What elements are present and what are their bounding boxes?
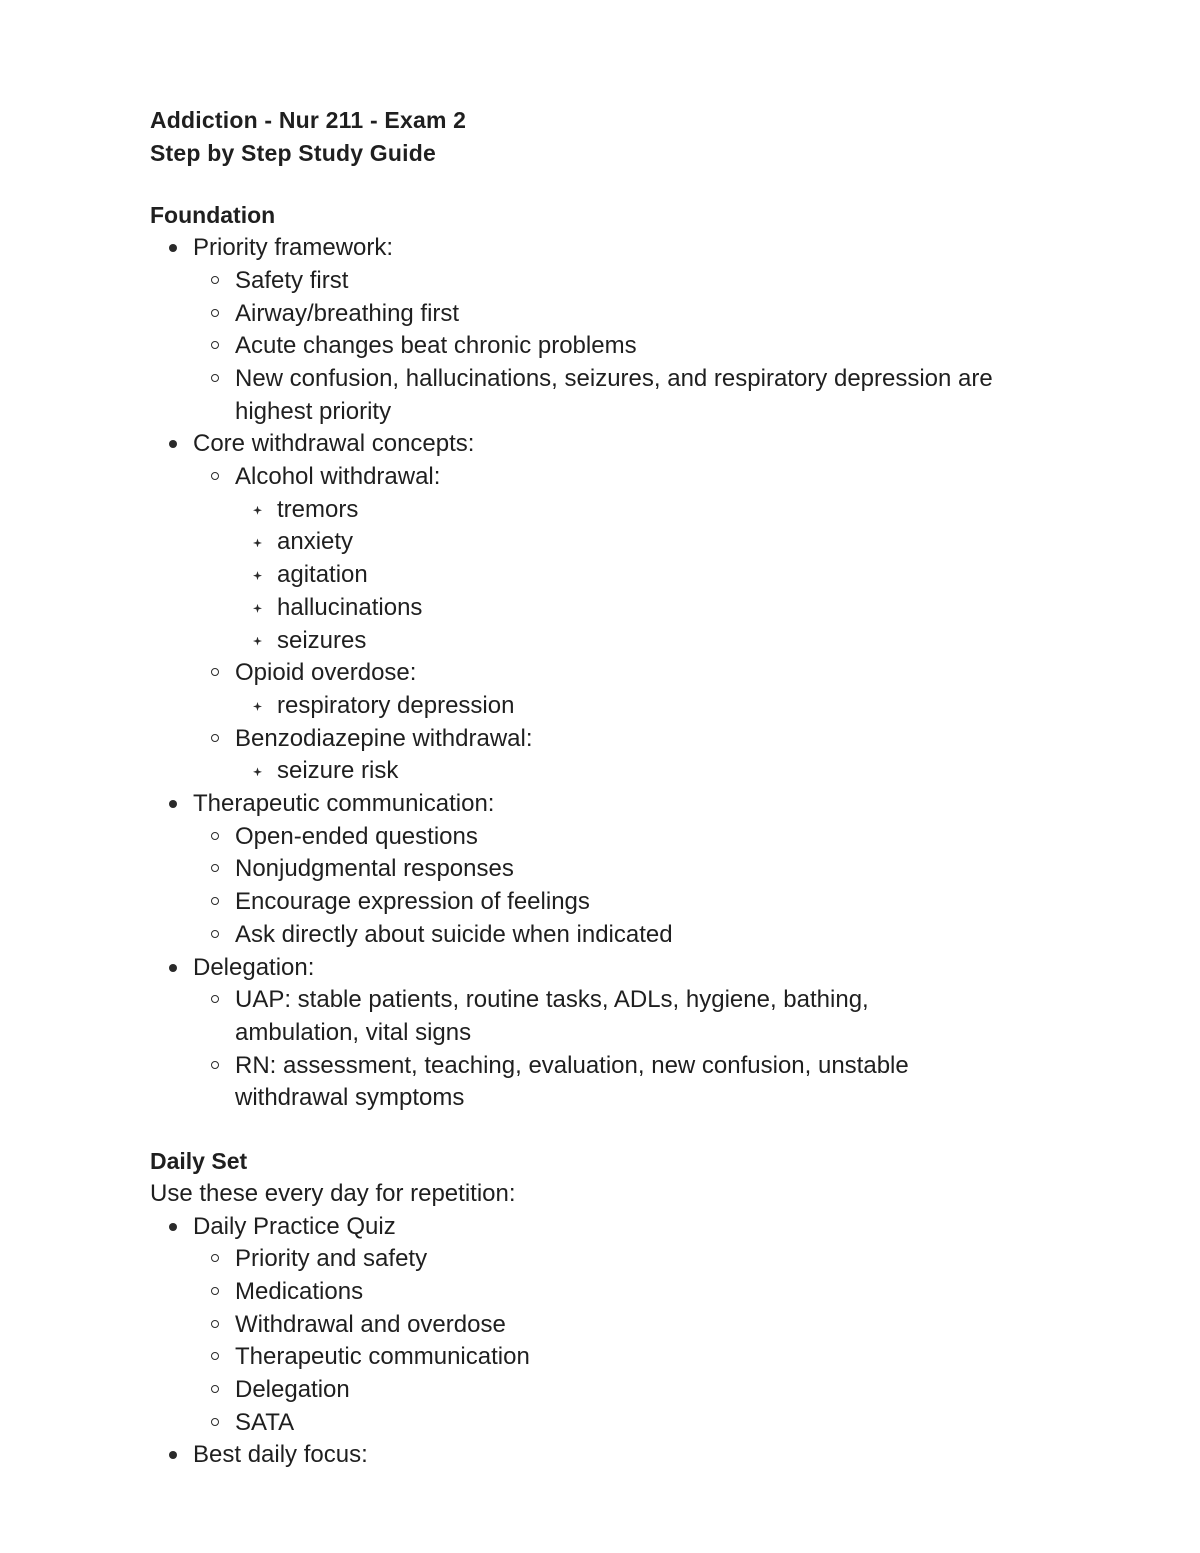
circle-bullet-icon <box>211 734 219 742</box>
list-item-benzodiazepine <box>193 723 1110 788</box>
list-item-label: Opioid overdose: <box>235 659 417 687</box>
list-item-text: tremors <box>277 495 359 523</box>
spacer <box>150 169 1110 199</box>
list-item-label: Core withdrawal concepts: <box>193 430 475 458</box>
list-item-daily-practice-quiz <box>150 1211 1110 1440</box>
circle-bullet-icon <box>211 930 219 938</box>
list-item-opioid <box>193 657 1110 722</box>
opioid-sublist <box>235 690 1110 723</box>
disc-bullet-icon <box>169 244 177 252</box>
list-item <box>193 298 1110 331</box>
list-item-label: Benzodiazepine withdrawal: <box>235 724 533 752</box>
list-item <box>193 1050 1110 1115</box>
list-item <box>193 1276 1110 1309</box>
list-item <box>193 330 1110 363</box>
diamond-bullet-icon <box>253 506 262 515</box>
list-item-text: New confusion, hallucinations, seizures, and respiratory depression are highest priority <box>235 364 993 425</box>
communication-sublist <box>193 821 1110 952</box>
foundation-list <box>150 232 1110 1115</box>
circle-bullet-icon <box>211 276 219 284</box>
list-item-text: Delegation <box>235 1376 350 1404</box>
section-heading-daily-set: Daily Set <box>150 1148 248 1175</box>
list-item <box>235 625 1110 658</box>
list-item-text: Open-ended questions <box>235 822 478 850</box>
list-item <box>235 494 1110 527</box>
list-item-text: Airway/breathing first <box>235 299 460 327</box>
circle-bullet-icon <box>211 1287 219 1295</box>
list-item <box>193 265 1110 298</box>
circle-bullet-icon <box>211 668 219 676</box>
list-item <box>235 755 1110 788</box>
circle-bullet-icon <box>211 1320 219 1328</box>
list-item-label: Priority framework: <box>193 234 394 262</box>
circle-bullet-icon <box>211 864 219 872</box>
list-item-text: Encourage expression of feelings <box>235 888 590 916</box>
list-item <box>193 1374 1110 1407</box>
list-item-text: Priority and safety <box>235 1245 428 1273</box>
spacer <box>150 1115 1110 1145</box>
list-item-priority-framework <box>150 232 1110 428</box>
list-item-label: Delegation: <box>193 953 315 981</box>
diamond-bullet-icon <box>253 637 262 646</box>
list-item-text: Ask directly about suicide when indicated <box>235 920 673 948</box>
alcohol-sublist <box>235 494 1110 658</box>
list-item-therapeutic-communication <box>150 788 1110 952</box>
circle-bullet-icon <box>211 374 219 382</box>
circle-bullet-icon <box>211 1418 219 1426</box>
list-item-label: Therapeutic communication: <box>193 790 495 818</box>
list-item-delegation <box>150 952 1110 1116</box>
diamond-bullet-icon <box>253 604 262 613</box>
disc-bullet-icon <box>169 1223 177 1231</box>
daily-set-intro: Use these every day for repetition: <box>150 1179 516 1207</box>
list-item-best-daily-focus <box>150 1439 1110 1472</box>
list-item <box>235 690 1110 723</box>
circle-bullet-icon <box>211 995 219 1003</box>
list-item-text: Withdrawal and overdose <box>235 1310 506 1338</box>
circle-bullet-icon <box>211 1385 219 1393</box>
circle-bullet-icon <box>211 309 219 317</box>
list-item-text: respiratory depression <box>277 691 515 719</box>
diamond-bullet-icon <box>253 538 262 547</box>
benzo-sublist <box>235 755 1110 788</box>
list-item-alcohol <box>193 461 1110 657</box>
list-item-text: seizures <box>277 626 367 654</box>
list-item <box>193 886 1110 919</box>
circle-bullet-icon <box>211 897 219 905</box>
list-item-text: anxiety <box>277 528 354 556</box>
circle-bullet-icon <box>211 1254 219 1262</box>
list-item <box>193 1341 1110 1374</box>
document-page <box>150 104 1110 1472</box>
list-item <box>193 984 1110 1049</box>
quiz-sublist <box>193 1243 1110 1439</box>
list-item-label: Best daily focus: <box>193 1441 368 1469</box>
disc-bullet-icon <box>169 1451 177 1459</box>
list-item <box>193 1407 1110 1440</box>
list-item <box>193 1309 1110 1342</box>
diamond-bullet-icon <box>253 571 262 580</box>
withdrawal-sublist <box>193 461 1110 788</box>
list-item-withdrawal-concepts <box>150 428 1110 788</box>
list-item <box>193 1243 1110 1276</box>
list-item-text: Therapeutic communication <box>235 1343 530 1371</box>
document-title: Addiction - Nur 211 - Exam 2 <box>150 107 467 133</box>
document-subtitle: Step by Step Study Guide <box>150 139 436 166</box>
list-item-label: Alcohol withdrawal: <box>235 463 441 491</box>
disc-bullet-icon <box>169 800 177 808</box>
list-item <box>193 821 1110 854</box>
list-item-text: SATA <box>235 1408 295 1436</box>
disc-bullet-icon <box>169 964 177 972</box>
list-item-text: agitation <box>277 561 368 589</box>
circle-bullet-icon <box>211 832 219 840</box>
list-item-text: Acute changes beat chronic problems <box>235 332 637 360</box>
list-item-text: Nonjudgmental responses <box>235 855 514 883</box>
list-item-text: seizure risk <box>277 757 399 785</box>
list-item <box>235 526 1110 559</box>
disc-bullet-icon <box>169 440 177 448</box>
diamond-bullet-icon <box>253 702 262 711</box>
priority-sublist <box>193 265 1110 429</box>
daily-list <box>150 1211 1110 1473</box>
list-item-text: RN: assessment, teaching, evaluation, new confusion, unstable withdrawal symptoms <box>235 1051 909 1112</box>
circle-bullet-icon <box>211 1061 219 1069</box>
list-item-text: UAP: stable patients, routine tasks, ADLs, hygiene, bathing, ambulation, vital signs <box>235 986 869 1046</box>
circle-bullet-icon <box>211 472 219 480</box>
list-item <box>235 559 1110 592</box>
circle-bullet-icon <box>211 341 219 349</box>
list-item <box>193 363 1110 428</box>
list-item-text: hallucinations <box>277 593 423 621</box>
list-item <box>193 853 1110 886</box>
list-item-label: Daily Practice Quiz <box>193 1212 396 1240</box>
list-item <box>193 919 1110 952</box>
list-item-text: Safety first <box>235 266 349 294</box>
section-heading-foundation: Foundation <box>150 202 276 229</box>
delegation-sublist <box>193 984 1110 1115</box>
list-item <box>235 592 1110 625</box>
list-item-text: Medications <box>235 1277 364 1305</box>
diamond-bullet-icon <box>253 767 262 776</box>
circle-bullet-icon <box>211 1352 219 1360</box>
